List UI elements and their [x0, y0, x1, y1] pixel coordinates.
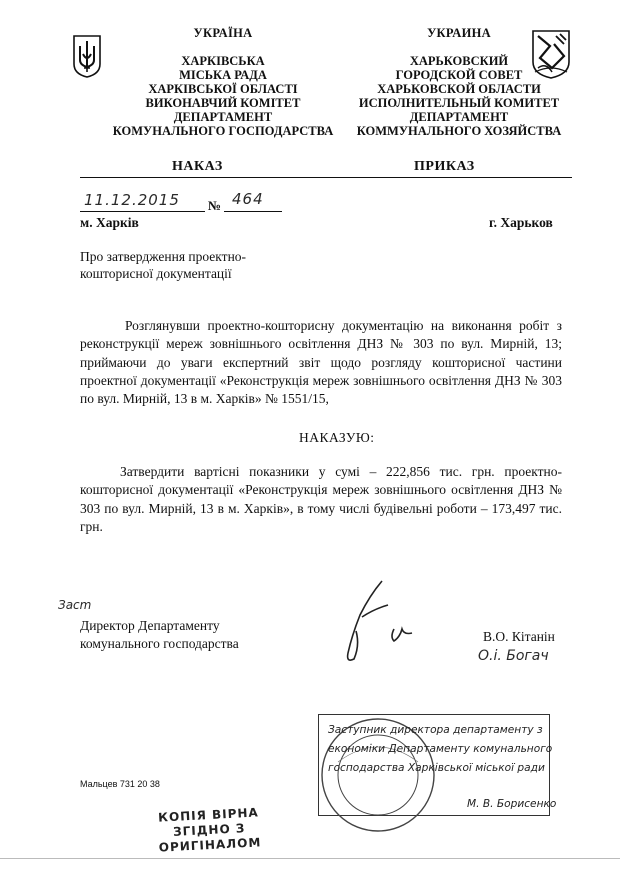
header-russian	[350, 26, 568, 138]
handwritten-signature	[330, 575, 430, 675]
order-subject	[80, 248, 340, 282]
signatory-title	[80, 617, 239, 653]
signatory-title-line: комунального господарства	[80, 636, 239, 651]
subject-line: Про затвердження проектно-	[80, 249, 247, 264]
stamp-signatory: М. В. Борисенко	[467, 798, 557, 810]
preamble-paragraph: Розглянувши проектно-кошторисну документацію на виконання робіт з реконструкції мереж зовнішнього освітлення ДНЗ № 303 по вул. Мирній, 13; приймаючи до уваги експертний звіт щодо розгляду кошторисної частини проектної документації «Реконструкція мереж зовнішнього освітлення ДНЗ № 303 по вул. Мирній, 13 в м. Харків» № 1551/15,	[80, 318, 562, 407]
header-line-ru: КОММУНАЛЬНОГО ХОЗЯЙСТВА	[356, 124, 562, 138]
subject-line: кошторисної документації	[80, 266, 232, 281]
handwritten-prefix: Засm	[58, 598, 92, 612]
order-title-ru: ПРИКАЗ	[414, 159, 475, 174]
order-date: 11.12.2015	[84, 191, 180, 209]
header-line-ru: ДЕПАРТАМЕНТ	[409, 110, 509, 124]
signatory-title-line: Директор Департаменту	[80, 618, 220, 633]
stamp-line: економіки Департаменту комунального	[328, 743, 553, 755]
header-line-ru: ИСПОЛНИТЕЛЬНЫЙ КОМИТЕТ	[358, 96, 560, 110]
order-number: 464	[232, 190, 264, 208]
header-line-ua: КОМУНАЛЬНОГО ГОСПОДАРСТВА	[112, 124, 334, 138]
header-line-ua: ХАРКІВСЬКОЇ ОБЛАСТІ	[148, 82, 298, 96]
stamp-line: господарства Харківської міської ради	[328, 762, 545, 774]
decision-paragraph: Затвердити вартісні показники у сумі – 222,856 тис. грн. проектно-кошторисної документації «Реконструкція мереж зовнішнього освітлення ДНЗ № 303 по вул. Мирній, 13 в м. Харків», в тому числі будівельні роботи – 173,497 тис. грн.	[80, 464, 562, 534]
number-underline	[224, 211, 282, 212]
city-ru: г. Харьков	[489, 215, 553, 230]
stamp-text	[328, 721, 552, 778]
copy-stamp-line: ЗГІДНО З	[172, 821, 246, 839]
header-line-ru: ХАРЬКОВСКОЙ ОБЛАСТИ	[377, 82, 541, 96]
executor-note: Мальцев 731 20 38	[80, 779, 160, 789]
header-line-ru: ГОРОДСКОЙ СОВЕТ	[395, 68, 523, 82]
header-line-ru: ХАРЬКОВСКИЙ	[409, 54, 509, 68]
handwritten-note: О.і. Богач	[478, 648, 549, 664]
country-name-ru: УКРАИНА	[427, 26, 491, 40]
stamp-line: Заступник директора департаменту з	[328, 724, 543, 736]
copy-stamp-line: КОПІЯ ВІРНА	[157, 805, 260, 825]
header-divider	[80, 177, 572, 178]
copy-stamp-line: ОРИГІНАЛОМ	[158, 835, 262, 855]
header-ukrainian	[98, 26, 348, 138]
date-underline	[80, 211, 205, 212]
country-name-ua: УКРАЇНА	[193, 26, 253, 40]
header-line-ua: МІСЬКА РАДА	[179, 68, 267, 82]
header-line-ua: ВИКОНАВЧИЙ КОМІТЕТ	[145, 96, 301, 110]
header-line-ua: ХАРКІВСЬКА	[181, 54, 265, 68]
true-copy-stamp	[157, 805, 262, 855]
number-sign: №	[208, 198, 222, 213]
signatory-name: В.О. Кітанін	[483, 629, 555, 644]
page-bottom-edge	[0, 858, 620, 859]
order-heading: НАКАЗУЮ:	[299, 430, 375, 445]
city-ua: м. Харків	[80, 215, 139, 230]
order-title-ua: НАКАЗ	[172, 159, 223, 174]
header-line-ua: ДЕПАРТАМЕНТ	[173, 110, 273, 124]
